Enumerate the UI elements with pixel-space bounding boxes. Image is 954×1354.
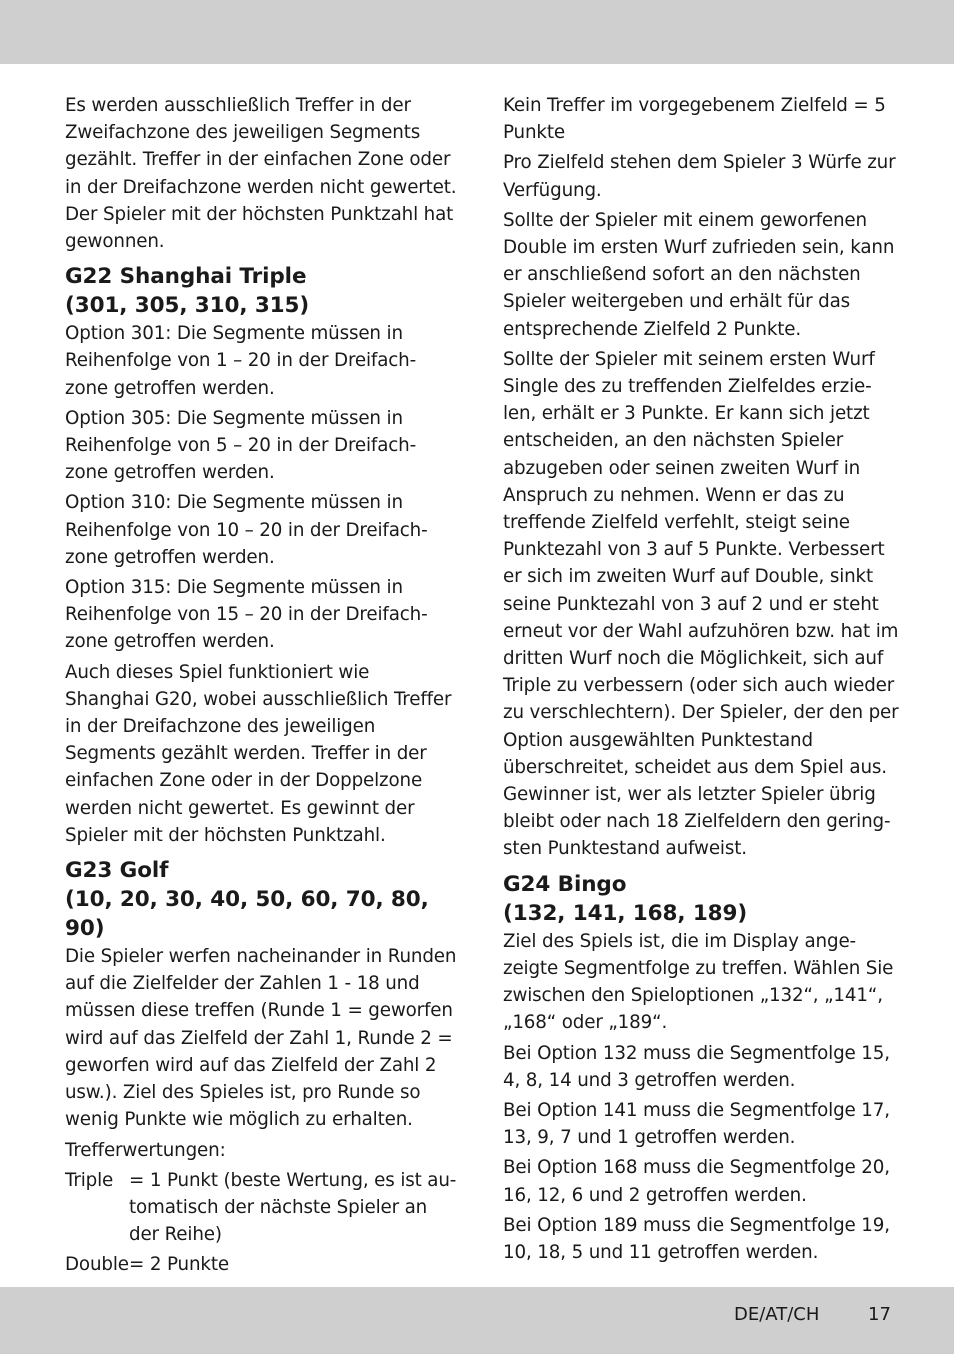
intro-paragraph: Es werden ausschließlich Treffer in der Zweifachzone des jeweiligen Segments gezählt. Treffer in der einfachen Zone oder in der Dreifachzone werden nicht gewertet. Der Spieler mit der höchsten Punktzahl hat gewonnen. <box>65 95 457 253</box>
g23-paragraph: Die Spieler werfen nacheinander in Runden auf die Zielfelder der Zahlen 1 - 18 und müssen diese treffen (Runde 1 = geworfen wird auf das Zielfeld der Zahl 1, Runde 2 = geworfen wird auf das Zielfeld der Zahl 2 usw.). Ziel des Spieles ist, pro Runde so wenig Punkte wie möglich zu erhalten. <box>65 946 457 1131</box>
g23-continued-paragraph: Pro Zielfeld stehen dem Spieler 3 Würfe zur Verfügung. <box>503 152 896 201</box>
g24-paragraph: Bei Option 168 muss die Segmentfolge 20, 16, 12, 6 und 2 getroffen werden. <box>503 1157 890 1206</box>
g24-paragraph: Bei Option 141 muss die Segmentfolge 17, 13, 9, 7 und 1 getroffen werden. <box>503 1099 890 1149</box>
score-value: = 2 Punkte <box>129 1254 229 1276</box>
g23-options: (10, 20, 30, 40, 50, 60, 70, 80, 90) <box>65 887 429 942</box>
g22-title: G22 Shanghai Triple <box>65 264 307 290</box>
g24-options: (132, 141, 168, 189) <box>503 900 748 926</box>
score-row-double <box>65 1251 457 1278</box>
g23-paragraph: Trefferwertungen: <box>65 1139 226 1161</box>
g24-paragraph: Bei Option 132 muss die Segmentfolge 15, 4, 8, 14 und 3 getroffen werden. <box>503 1042 890 1091</box>
g24-heading <box>503 870 903 928</box>
g23-heading <box>65 856 457 943</box>
left-column <box>65 92 457 1312</box>
g24-paragraph: Ziel des Spiels ist, die im Display ange-zeigte Segmentfolge zu treffen. Wählen Sie zwischen den Spieloptionen „132“, „141“, „168“ oder „189“. <box>503 930 894 1034</box>
score-row-triple <box>65 1167 457 1249</box>
footer-region-label: DE/AT/CH <box>734 1304 820 1325</box>
g22-paragraph: Option 315: Die Segmente müssen in Reihenfolge von 15 – 20 in der Dreifach-zone getroffen werden. <box>65 577 428 653</box>
score-label: Triple <box>65 1169 114 1191</box>
g22-heading <box>65 262 457 320</box>
right-column <box>503 92 903 1269</box>
g23-continued-paragraph: Sollte der Spieler mit seinem ersten Wurf Single des zu treffenden Zielfeldes erzie-len, erhält er 3 Punkte. Er kann sich jetzt entscheiden, an den nächsten Spieler abzugeben oder seinen zweiten Wurf in Anspruch zu nehmen. Wenn er das zu treffende Zielfeld verfehlt, steigt seine Punktezahl von 3 auf 5 Punkte. Verbessert er sich im zweiten Wurf auf Double, sinkt seine Punktezahl von 3 auf 2 und er steht erneut vor der Wahl aufzuhören bzw. hat im dritten Wurf noch die Möglichkeit, sich auf Triple zu verbessern (oder sich auch wieder zu verschlechtern). Der Spieler, der den per Option ausgewählten Punktestand überschreitet, scheidet aus dem Spiel aus. Gewinner ist, wer als letzter Spieler übrig bleibt oder nach 18 Zielfeldern den gering-sten Punktestand aufweist. <box>503 348 899 860</box>
header-bar <box>0 0 954 64</box>
g24-title: G24 Bingo <box>503 871 627 897</box>
g24-paragraph: Bei Option 189 muss die Segmentfolge 19, 10, 18, 5 und 11 getroffen werden. <box>503 1214 890 1263</box>
score-label: Double <box>65 1254 129 1276</box>
g23-title: G23 Golf <box>65 858 169 884</box>
g23-continued-paragraph: Kein Treffer im vorgegebenem Zielfeld = 5 Punkte <box>503 95 886 144</box>
g23-continued-paragraph: Sollte der Spieler mit einem geworfenen Double im ersten Wurf zufrieden sein, kann er anschließend sofort an den nächsten Spieler weitergeben und erhält für das entsprechende Zielfeld 2 Punkte. <box>503 209 895 340</box>
g22-options: (301, 305, 310, 315) <box>65 293 310 319</box>
g22-paragraph: Option 301: Die Segmente müssen in Reihenfolge von 1 – 20 in der Dreifach-zone getroffen werden. <box>65 323 417 399</box>
g22-paragraph: Auch dieses Spiel funktioniert wie Shanghai G20, wobei ausschließlich Treffer in der Dreifachzone des jeweiligen Segments gezählt werden. Treffer in der einfachen Zone oder in der Doppelzone werden nicht gewertet. Es gewinnt der Spieler mit der höchsten Punktzahl. <box>65 661 452 846</box>
g22-paragraph: Option 310: Die Segmente müssen in Reihenfolge von 10 – 20 in der Dreifach-zone getroffen werden. <box>65 492 428 568</box>
g22-paragraph: Option 305: Die Segmente müssen in Reihenfolge von 5 – 20 in der Dreifach-zone getroffen werden. <box>65 407 417 484</box>
page-number: 17 <box>868 1304 891 1325</box>
score-value: = 1 Punkt (beste Wertung, es ist au-tomatisch der nächste Spieler an der Reihe) <box>129 1169 457 1246</box>
